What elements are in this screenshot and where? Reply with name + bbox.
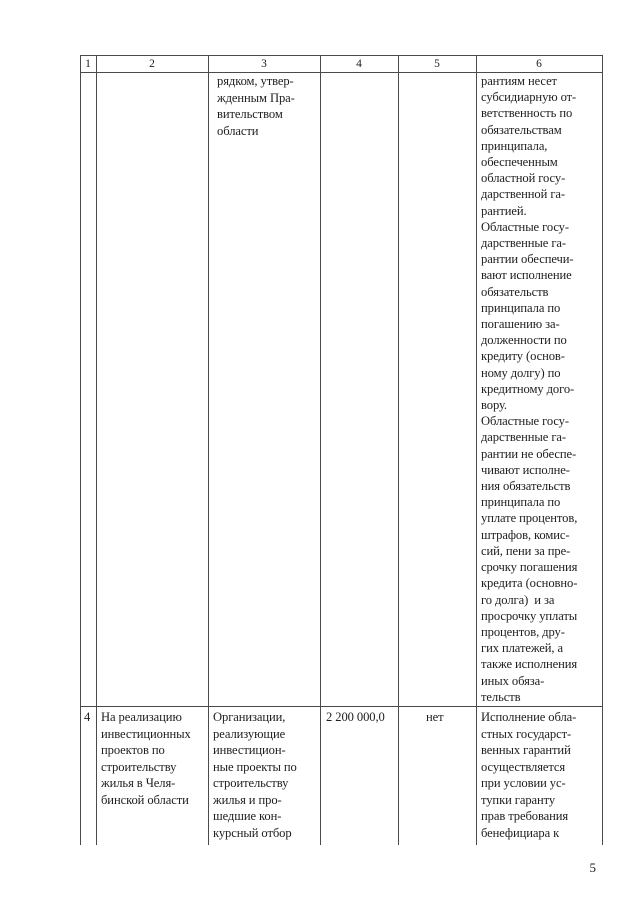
- header-col-2: 2: [149, 58, 155, 70]
- page-number: 5: [589, 860, 596, 875]
- row4-conditions: Исполнение обла- стных государст- венных гарантий осуществляется при условии ус- тупки гаранту прав требования бенефициара к: [481, 710, 577, 840]
- row4-principals: Организации, реализующие инвестицион- ные проекты по строительству жилья и про- шедшие кон- курсный отбор: [213, 710, 297, 840]
- column-divider-3: [320, 55, 321, 845]
- row4-number: 4: [84, 710, 91, 724]
- row4-purpose: На реализацию инвестиционных проектов по строительству жилья в Челя- бинской области: [101, 710, 191, 807]
- header-col-5: 5: [434, 58, 440, 70]
- table-left-border: [80, 55, 81, 845]
- header-col-4: 4: [356, 58, 362, 70]
- header-col-3: 3: [261, 58, 267, 70]
- row-4-top-border: [80, 706, 603, 707]
- row4-guarantee-amount: 2 200 000,0: [326, 710, 385, 724]
- continuation-col6-text: рантиям несет субсидиарную от- ветственность по обязательствам принципала, обеспеченным областной госу- дарственной га- рантией. Областные госу- дарственные га- рантии обеспечи- вают исполнение обязательств принципала по погашению за- долженности по кредиту (основ- ному долгу) по кредитному дого- вору. Областные госу- дарственные га- рантии не обеспе- чивают исполне- ния обязательств принципала по уплате процентов, штрафов, комис- сий, пени за пре- срочку погашения кредита (основно- го долга) и за просрочку уплаты процентов, дру- гих платежей, а также исполнения иных обяза- тельств: [481, 74, 578, 704]
- column-divider-2: [208, 55, 209, 845]
- continuation-col3-text: рядком, утвер- жденным Пра- вительством области: [217, 74, 295, 138]
- column-divider-4: [398, 55, 399, 845]
- column-divider-5: [476, 55, 477, 845]
- row4-regress-right: нет: [426, 710, 444, 724]
- header-col-6: 6: [536, 58, 542, 70]
- column-divider-1: [96, 55, 97, 845]
- table-right-border: [602, 55, 603, 845]
- header-col-1: 1: [85, 58, 91, 70]
